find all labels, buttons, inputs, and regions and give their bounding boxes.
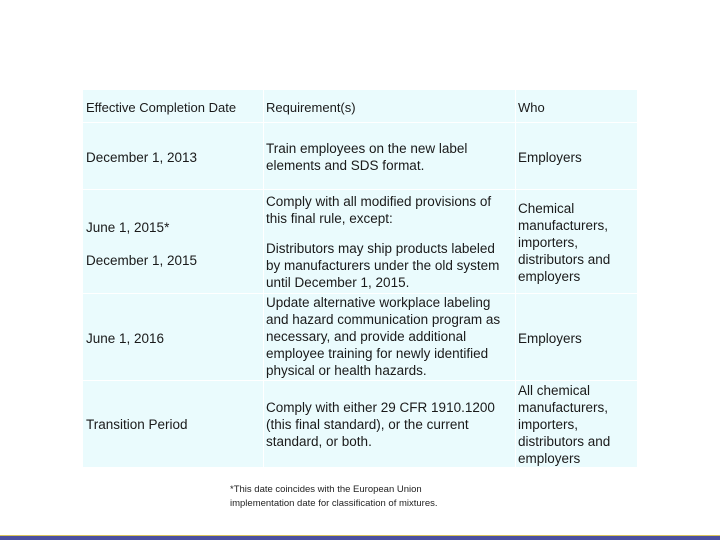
- header-requirement: Requirement(s): [266, 100, 356, 115]
- footer-bar: [0, 536, 720, 540]
- completion-dates-table: [83, 90, 637, 467]
- row1-date: December 1, 2013: [86, 150, 198, 165]
- row2-requirement-a: Comply with all modified provisions of this final rule, except:: [266, 194, 492, 226]
- row2-who: Chemical manufacturers, importers, distributors and employers: [518, 201, 611, 284]
- row2-date-a: June 1, 2015*: [86, 220, 170, 235]
- row4-requirement: Comply with either 29 CFR 1910.1200 (this final standard), or the current standard, or both.: [266, 400, 495, 449]
- row3-requirement: Update alternative workplace labeling and hazard communication program as necessary, and provide additional employee training for newly identified physical or health hazards.: [266, 295, 501, 378]
- header-who: Who: [518, 100, 545, 115]
- row2-date-cell: [83, 190, 263, 293]
- row2-requirement-b: Distributors may ship products labeled by manufacturers under the old system until December 1, 2015.: [266, 241, 500, 290]
- row3-date: June 1, 2016: [86, 331, 165, 346]
- row4-date: Transition Period: [86, 417, 188, 432]
- row1-requirement: Train employees on the new label elements and SDS format.: [266, 141, 468, 173]
- row2-date-b: December 1, 2015: [86, 253, 198, 268]
- footnote: *This date coincides with the European Union implementation date for classification of mixtures.: [230, 484, 438, 509]
- header-date: Effective Completion Date: [86, 100, 237, 115]
- row3-who: Employers: [518, 331, 582, 346]
- row4-who: All chemical manufacturers, importers, distributors and employers: [518, 383, 611, 466]
- row1-who: Employers: [518, 150, 582, 165]
